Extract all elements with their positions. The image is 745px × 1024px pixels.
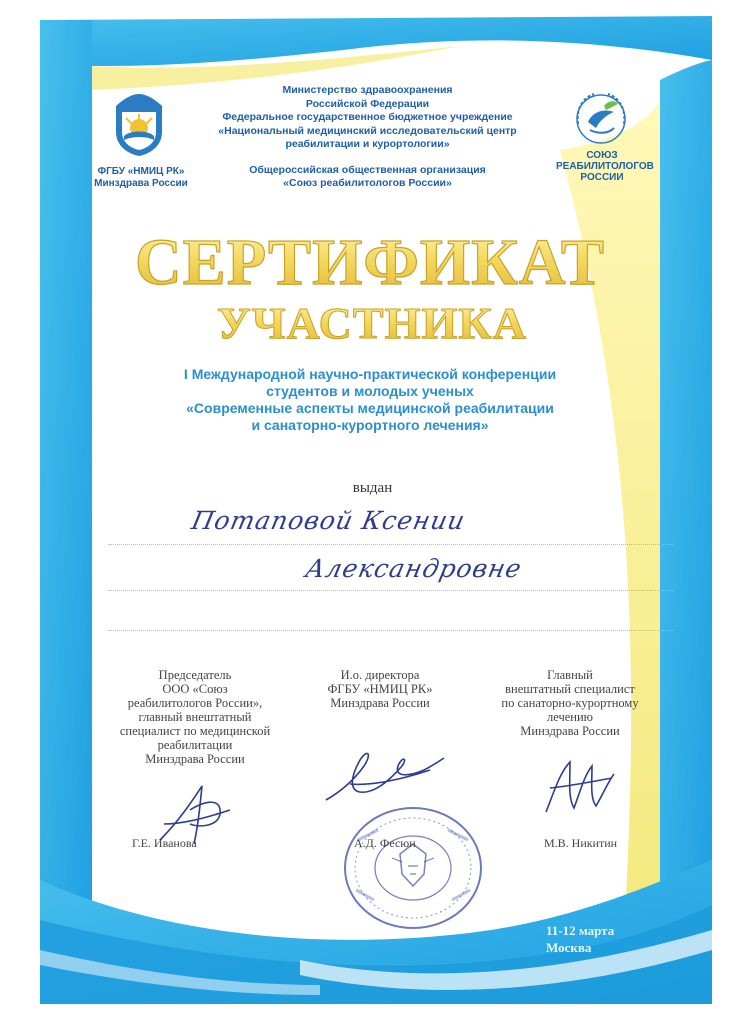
signature-fesyun: [320, 740, 450, 810]
org-line: Общероссийская общественная организация: [249, 163, 486, 176]
event-dates: 11-12 марта: [546, 923, 615, 938]
dotted-line: [108, 630, 674, 631]
signatory-1-title: [100, 668, 290, 766]
signatory-title-line: по санаторно-курортному: [501, 696, 639, 710]
signatory-title-line: специалист по медицинской: [119, 724, 271, 738]
left-logo-title: ФГБУ «НМИЦ РК»: [97, 166, 185, 177]
signatory-title-line: Минздрава России: [330, 696, 430, 710]
conference-line: и санаторно-курортного лечения»: [251, 417, 489, 433]
conference-line: студентов и молодых ученых: [266, 383, 474, 399]
signatory-title-line: ФГБУ «НМИЦ РК»: [327, 682, 433, 696]
signatory-title-line: И.о. директора: [340, 668, 420, 682]
dotted-line: [108, 590, 674, 591]
title-line-1: СЕРТИФИКАТ: [135, 226, 605, 299]
signatory-3-name: М.В. Никитин: [544, 836, 618, 850]
right-logo-caption: [556, 150, 654, 183]
signatory-title-line: внештатный специалист: [505, 682, 635, 696]
title-line-2: УЧАСТНИКА: [217, 299, 527, 348]
official-seal-stamp: [338, 800, 488, 930]
recipient-name-line-1: Потаповой Ксении: [188, 506, 469, 535]
signatory-title-line: реабилитации: [157, 738, 233, 752]
issued-label: выдан: [352, 480, 393, 496]
org-line: реабилитации и курортологии»: [285, 138, 450, 150]
left-logo-caption: [86, 166, 196, 190]
signatory-title-line: реабилитологов России»,: [127, 696, 263, 710]
org-line: Российской Федерации: [305, 97, 430, 110]
signatory-1-name: Г.Е. Иванова: [132, 836, 197, 850]
signatory-2-title: [300, 668, 460, 710]
nmic-logo-icon: [108, 88, 170, 158]
signatory-title-line: Минздрава России: [520, 724, 620, 738]
right-logo-caption-line: РОССИИ: [580, 172, 624, 183]
org-line: Министерство здравоохранения: [282, 84, 453, 96]
event-city: Москва: [546, 940, 592, 955]
conference-line: I Международной научно-практической конференции: [183, 366, 557, 382]
signature-nikitin: [540, 752, 620, 822]
org-line: Федеральное государственное бюджетное учреждение: [222, 111, 513, 123]
left-logo-subtitle: Минздрава России: [94, 178, 188, 189]
signatory-title-line: Главный: [547, 668, 593, 682]
signatory-3-title: [480, 668, 660, 738]
right-logo-caption-line: СОЮЗ: [586, 150, 618, 161]
event-date-location: [546, 922, 656, 956]
organization-header: [200, 84, 535, 191]
certificate-title: [120, 222, 620, 352]
recipient-name-line-2: Александровне: [302, 554, 525, 583]
signatory-title-line: ООО «Союз: [162, 682, 228, 696]
conference-name: [110, 366, 630, 434]
union-rehabilitologists-logo-icon: [568, 86, 634, 152]
right-logo-caption-line: РЕАБИЛИТОЛОГОВ: [556, 161, 654, 172]
org-line: «Национальный медицинский исследовательский центр: [218, 124, 517, 137]
conference-line: «Современные аспекты медицинской реабилитации: [186, 400, 554, 416]
org-line: «Союз реабилитологов России»: [283, 177, 452, 189]
signatory-title-line: Минздрава России: [145, 752, 245, 766]
signatory-2-name: А.Д. Фесюн: [354, 836, 416, 850]
signatory-title-line: лечению: [546, 710, 594, 724]
dotted-line: [108, 544, 674, 545]
signatory-title-line: главный внештатный: [138, 710, 252, 724]
signatory-title-line: Председатель: [158, 668, 232, 682]
